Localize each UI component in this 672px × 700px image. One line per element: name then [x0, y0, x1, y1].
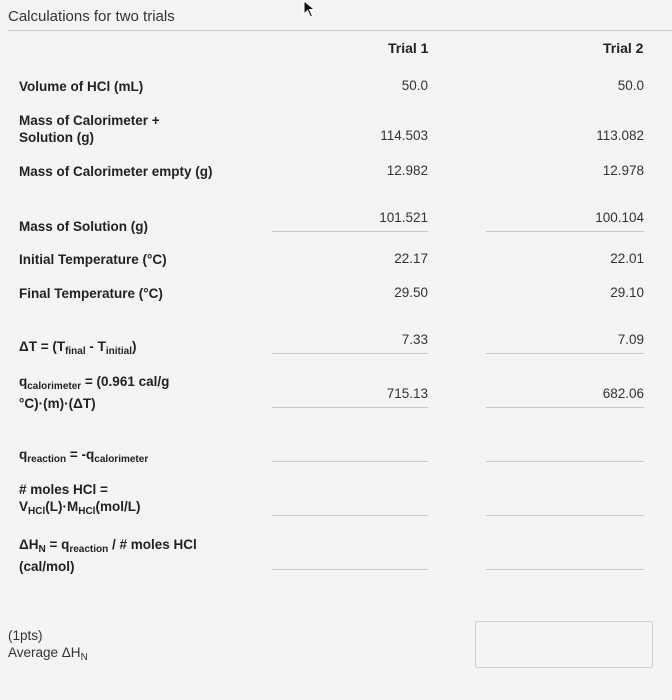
- value-q-calorimeter-trial2[interactable]: 682.06: [602, 386, 644, 401]
- input-q-reaction-trial2[interactable]: [486, 461, 644, 462]
- column-header-trial2: Trial 2: [603, 40, 644, 56]
- label-part: ΔH: [19, 537, 39, 552]
- label-sub: initial: [105, 346, 133, 357]
- input-delta-hn-trial1[interactable]: [272, 569, 428, 570]
- value-volume-hcl-trial1: 50.0: [401, 78, 428, 93]
- label-line2: Solution (g): [19, 130, 94, 145]
- input-underline-delta-t-trial1[interactable]: [272, 353, 428, 354]
- label-q-reaction: [19, 446, 148, 468]
- label-sub: calorimeter: [27, 381, 82, 392]
- label-mass-solution: Mass of Solution (g): [19, 219, 148, 234]
- value-final-temp-trial1: 29.50: [394, 285, 428, 300]
- label-sub: N: [38, 544, 46, 555]
- label-line2: °C)·(m)·(ΔT): [19, 396, 96, 411]
- value-initial-temp-trial2: 22.01: [610, 251, 644, 266]
- label-line2: (cal/mol): [19, 559, 75, 574]
- label-delta-hn: [19, 536, 197, 575]
- average-delta-hn-label: [8, 644, 88, 666]
- value-mass-cal-solution-trial1: 114.503: [380, 128, 428, 143]
- input-delta-hn-trial2[interactable]: [486, 569, 644, 570]
- value-mass-cal-solution-trial2: 113.082: [596, 128, 644, 143]
- label-sub: reaction: [69, 544, 109, 555]
- label-sub: final: [65, 346, 86, 357]
- label-part: (L)·M: [45, 499, 79, 514]
- label-line1: Mass of Calorimeter +: [19, 113, 160, 128]
- value-mass-cal-empty-trial2: 12.978: [602, 163, 644, 178]
- label-part: (mol/L): [95, 499, 141, 514]
- label-line1: # moles HCl =: [19, 482, 108, 497]
- value-delta-t-trial2[interactable]: 7.09: [617, 332, 644, 347]
- value-mass-solution-trial2[interactable]: 100.104: [595, 210, 644, 225]
- value-mass-cal-empty-trial1: 12.982: [386, 163, 428, 178]
- input-moles-hcl-trial1[interactable]: [272, 515, 428, 516]
- label-part: q: [19, 447, 28, 462]
- input-underline-q-calorimeter-trial1[interactable]: [272, 407, 428, 408]
- label-volume-hcl: Volume of HCl (mL): [19, 79, 144, 94]
- label-part: ): [132, 339, 137, 354]
- label-sub: HCl: [78, 506, 96, 517]
- label-part: = (0.961 cal/g: [81, 374, 170, 389]
- label-part: V: [19, 499, 29, 514]
- title-divider: [8, 30, 672, 31]
- input-underline-mass-solution-trial1[interactable]: [272, 231, 428, 232]
- input-moles-hcl-trial2[interactable]: [486, 515, 644, 516]
- column-header-trial1: Trial 1: [388, 40, 429, 56]
- label-part: ΔT = (T: [19, 339, 66, 354]
- value-final-temp-trial2: 29.10: [610, 285, 644, 300]
- label-q-calorimeter: [19, 373, 169, 412]
- label-sub: HCl: [28, 506, 46, 517]
- value-q-calorimeter-trial1[interactable]: 715.13: [386, 386, 428, 401]
- label-part: = -q: [66, 447, 95, 462]
- label-sub: calorimeter: [94, 454, 149, 465]
- label-part: Average ΔH: [8, 645, 81, 660]
- value-volume-hcl-trial2: 50.0: [617, 78, 644, 93]
- value-delta-t-trial1[interactable]: 7.33: [401, 332, 428, 347]
- label-mass-calorimeter-solution: [19, 112, 160, 146]
- mouse-cursor-icon: [303, 0, 317, 18]
- label-part: - T: [85, 339, 106, 354]
- label-moles-hcl: [19, 481, 140, 520]
- label-part: = q: [45, 537, 70, 552]
- label-part: / # moles HCl: [108, 537, 197, 552]
- input-q-reaction-trial1[interactable]: [272, 461, 428, 462]
- label-final-temperature: Final Temperature (°C): [19, 286, 163, 301]
- label-initial-temperature: Initial Temperature (°C): [19, 252, 167, 267]
- label-sub: N: [80, 652, 88, 663]
- label-sub: reaction: [27, 454, 67, 465]
- label-mass-calorimeter-empty: Mass of Calorimeter empty (g): [19, 164, 213, 179]
- label-delta-t: [19, 338, 137, 360]
- input-underline-delta-t-trial2[interactable]: [486, 353, 644, 354]
- input-underline-q-calorimeter-trial2[interactable]: [486, 407, 644, 408]
- points-label: (1pts): [8, 628, 43, 643]
- page-title: Calculations for two trials: [8, 8, 175, 25]
- value-mass-solution-trial1[interactable]: 101.521: [379, 210, 428, 225]
- value-initial-temp-trial1: 22.17: [394, 251, 428, 266]
- average-delta-hn-input[interactable]: [475, 621, 653, 668]
- input-underline-mass-solution-trial2[interactable]: [486, 231, 644, 232]
- label-part: q: [19, 374, 28, 389]
